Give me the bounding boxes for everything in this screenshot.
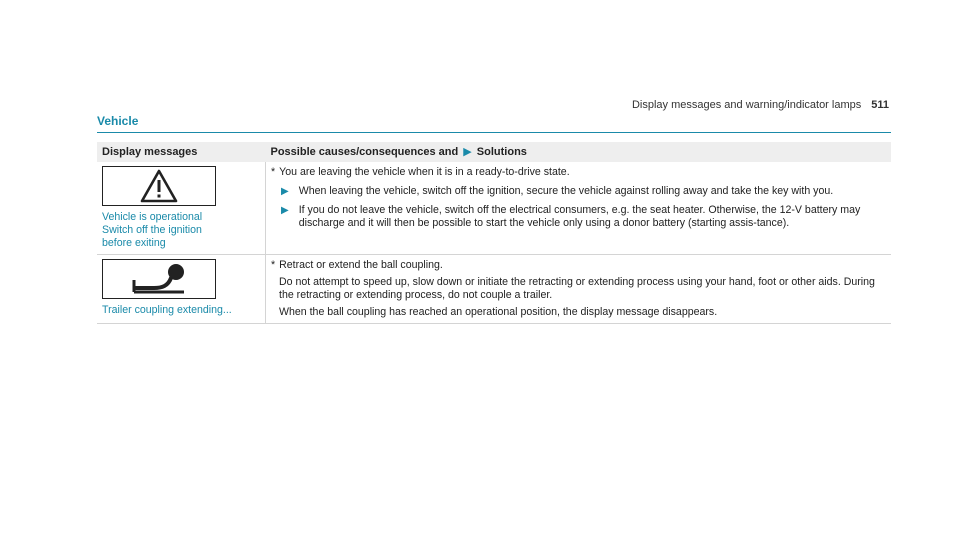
message-cell xyxy=(97,162,266,255)
table-row xyxy=(97,255,891,324)
message-line: before exiting xyxy=(102,237,166,249)
action-arrow-icon: ▶ xyxy=(281,205,289,216)
message-line: Trailer coupling extending... xyxy=(102,304,232,316)
table-row xyxy=(97,162,891,255)
vehicle-section xyxy=(97,114,891,324)
cause-cell xyxy=(266,162,892,255)
message-cell xyxy=(97,255,266,324)
cause-cell xyxy=(266,255,892,324)
action-text: When leaving the vehicle, switch off the ignition, secure the vehicle against rolling away and take the key with you. xyxy=(298,185,834,197)
message-line: Switch off the ignition xyxy=(102,224,202,236)
display-messages-table xyxy=(97,142,891,324)
note-text: When the ball coupling has reached an operational position, the display message disappears. xyxy=(279,306,718,318)
header-display-messages: Display messages xyxy=(97,142,266,162)
running-head-title: Display messages and warning/indicator lamps xyxy=(631,99,862,111)
action-item xyxy=(281,204,886,230)
header-solutions-text: Solutions xyxy=(476,146,527,158)
message-line: Vehicle is operational xyxy=(102,211,203,223)
header-causes-text: Possible causes/consequences and xyxy=(270,146,459,158)
bullet-star: * xyxy=(271,259,276,271)
action-arrow-icon: ▶ xyxy=(281,186,289,197)
table-header-row xyxy=(97,142,891,162)
bullet-star: * xyxy=(271,166,276,178)
running-head xyxy=(632,99,889,111)
section-title: Vehicle xyxy=(97,114,891,133)
trailer-coupling-icon xyxy=(102,259,216,299)
header-causes-solutions xyxy=(266,142,892,162)
page-number: 511 xyxy=(871,99,889,111)
cause-item xyxy=(271,259,886,272)
note-text: Do not attempt to speed up, slow down or initiate the retracting or extending process using your hand, foot or other aids. During the retracting or extending process, do not couple a trailer. xyxy=(279,276,875,301)
action-item xyxy=(281,185,886,198)
warning-triangle-icon xyxy=(102,166,216,206)
action-text: If you do not leave the vehicle, switch off the electrical consumers, e.g. the seat heater. Otherwise, the 12-V battery may discharge and it will then be possible to start the vehicle only using a donor battery (starting assis-tance). xyxy=(298,204,861,229)
cause-text: You are leaving the vehicle when it is in a ready-to-drive state. xyxy=(279,166,570,178)
cause-text: Retract or extend the ball coupling. xyxy=(279,259,443,271)
cause-item xyxy=(271,166,886,179)
solution-arrow-icon: ▶ xyxy=(463,146,472,158)
